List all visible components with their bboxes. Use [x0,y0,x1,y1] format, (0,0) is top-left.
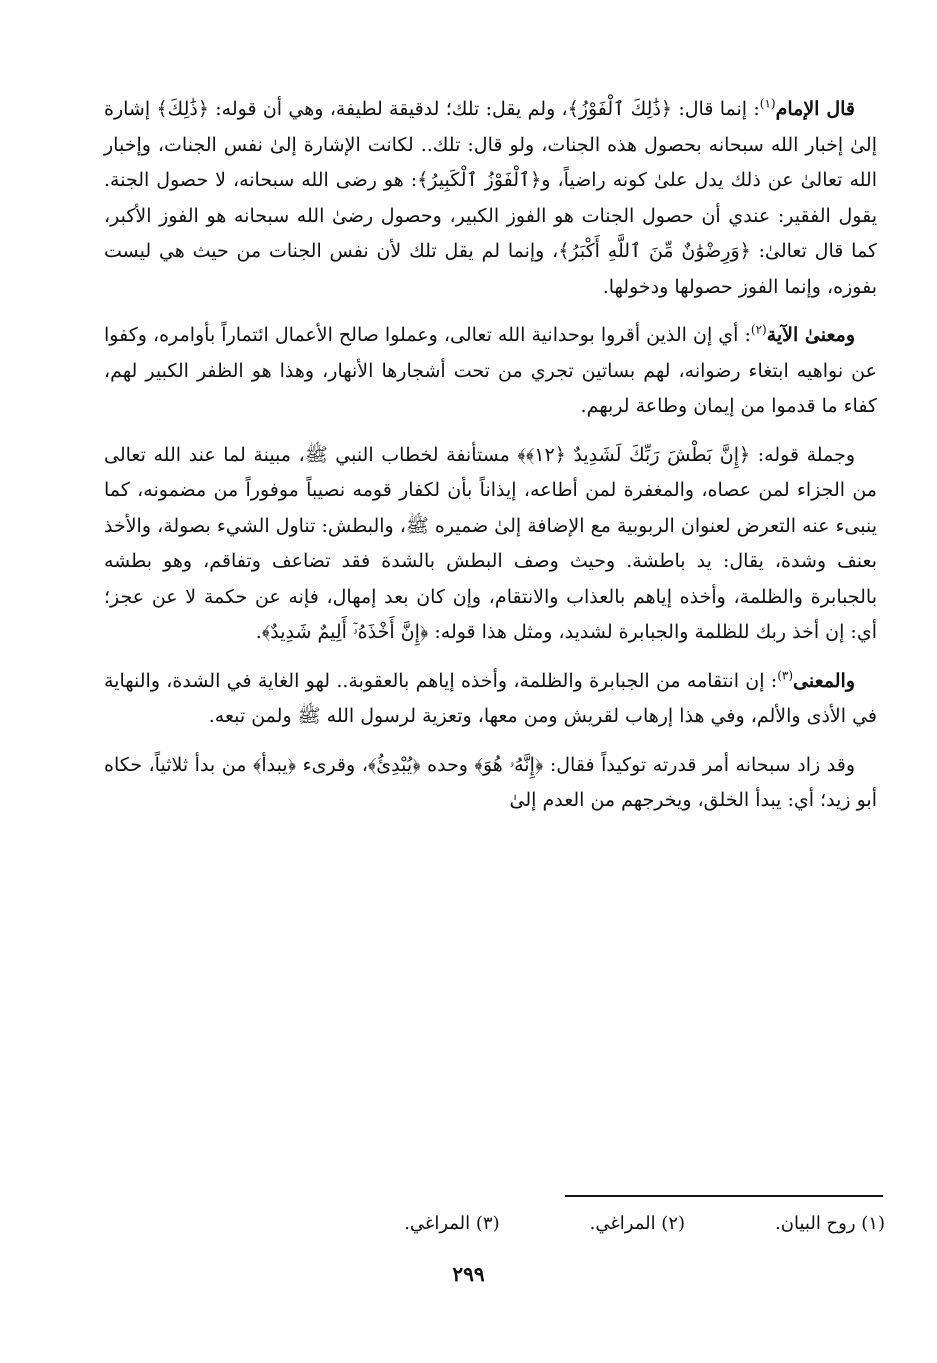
footnote-ref: (٣) [777,668,794,683]
footnote-item: (١) روح البيان. [775,1213,885,1234]
footnote-ref: (١) [759,96,776,111]
paragraph-text: : أي إن الذين أقروا بوحدانية الله تعالى، وعملوا صالح الأعمال ائتماراً بأوامره، وكفوا عن نواهيه ابتغاء رضوانه، لهم بساتين تجري من تحت أشجارها الأنهار، وهذا هو الظفر الكبير لهم، كفاء ما قدموا من إيمان وطاعة لربهم. [104,324,877,417]
footnote-item: (٢) المراغي. [589,1213,686,1234]
paragraph-imam-quote [104,92,877,305]
paragraph-text: وقد زاد سبحانه أمر قدرته توكيداً فقال: ﴿إِنَّهُۥ هُوَ﴾ وحده ﴿يُبْدِئُ﴾، وقرىء ﴿يبدأ﴾ من بدأ ثلاثياً، حكاه أبو زيد؛ أي: يبدأ الخلق، ويخرجهم من العدم إلىٰ [104,753,877,811]
paragraph-text: وجملة قوله: ﴿إِنَّ بَطْشَ رَبِّكَ لَشَدِيدٌ ﴿١٢﴾﴾ مستأنفة لخطاب النبي ﷺ، مبينة لما عند الله تعالى من الجزاء لمن عصاه، والمغفرة لمن أطاعه، إيذاناً بأن لكفار قومه نصيباً موفوراً من مضمونه، كما ينبىء عنه التعرض لعنوان الربوبية مع الإضافة إلىٰ ضميره ﷺ، والبطش: تناول الشيء بصولة، والأخذ بعنف وشدة، يقال: يد باطشة. وحيث وصف البطش بالشدة فقد تضاعف وتفاقم، وهو بطشه بالجبابرة والظلمة، وأخذه إياهم بالعذاب والانتقام، وإن كان بعد إمهال، فإنه عن حكمة لا عن عجز؛ أي: إن أخذ ربك للظلمة والجبابرة لشديد، ومثل هذا قوله: ﴿إِنَّ أَخْذَهُۥٓ أَلِيمٌ شَدِيدٌ﴾. [104,443,877,643]
paragraph-lead: والمعنى [793,669,855,692]
page-number: ٢٩٩ [452,1262,485,1286]
footnote-ref: (٢) [750,322,767,337]
paragraph-text: : إن انتقامه من الجبابرة والظلمة، وأخذه إياهم بالعقوبة.. لهو الغاية في الشدة، والنهاية في الأذى والألم، وفي هذا إرهاب لقريش ومن معها، وتعزية لرسول الله ﷺ ولمن تبعه. [104,669,877,727]
paragraph-text: : إنما قال: ﴿ذَٰلِكَ ٱلْفَوْزُ﴾، ولم يقل: تلك؛ لدقيقة لطيفة، وهي أن قوله: ﴿ذَٰلِكَ﴾ إشارة إلىٰ إخبار الله سبحانه بحصول هذه الجنات، ولو قال: تلك.. لكانت الإشارة إلىٰ نفس الجنات، وإخبار الله تعالىٰ عن ذلك يدل علىٰ كونه راضياً، و﴿ٱلْفَوْزُ ٱلْكَبِيرُ﴾: هو رضى الله سبحانه، لا حصول الجنة. يقول الفقير: عندي أن حصول الجنات هو الفوز الكبير، وحصول رضىٰ الله سبحانه هو الفوز الأكبر، كما قال تعالىٰ: ﴿وَرِضْوَٰنٌ مِّنَ ٱللَّهِ أَكْبَرُ﴾، وإنما لم يقل تلك لأن نفس الجنات من حيث هي ليست بفوزه، وإنما الفوز حصولها ودخولها. [104,98,877,298]
paragraph-meaning [104,664,877,735]
page-body [104,92,877,832]
paragraph-verse-meaning [104,318,877,425]
paragraph-lead: ومعنىٰ الآية [766,324,855,346]
paragraph-yubdi [104,748,877,819]
footnote-item: (٣) المراغي. [404,1213,500,1234]
paragraph-batsh-explanation [104,438,877,651]
footnotes [150,1213,885,1234]
footnote-divider [565,1195,883,1197]
paragraph-lead: قال الإمام [775,98,855,120]
